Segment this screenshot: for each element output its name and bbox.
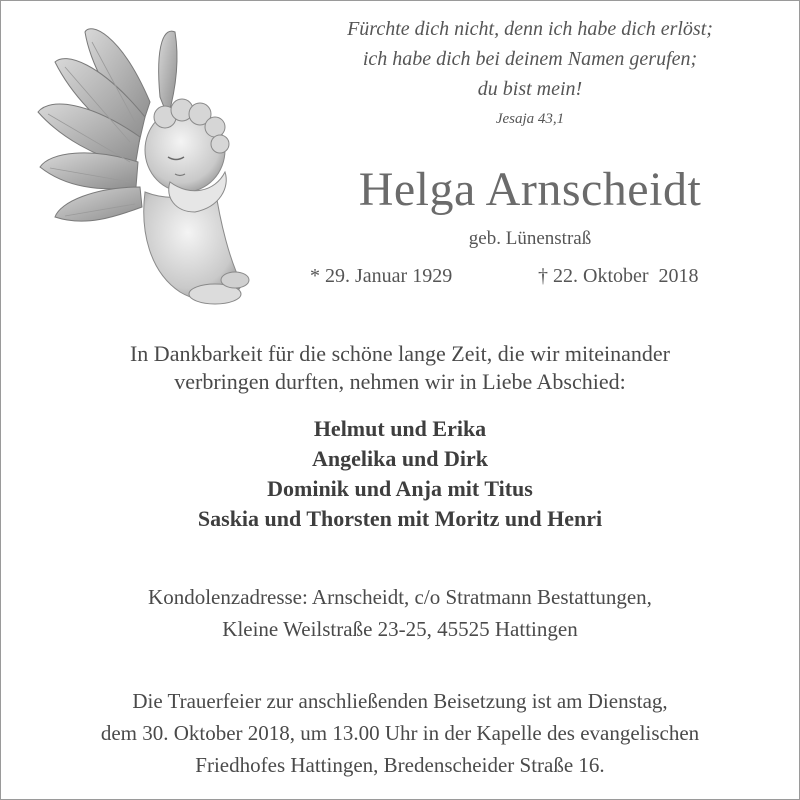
death-date: † 22. Oktober 2018 [538, 265, 699, 287]
birth-date: * 29. Januar 1929 [310, 265, 453, 287]
thanks-line: In Dankbarkeit für die schöne lange Zeit, die wir miteinander [129, 341, 671, 366]
family-member: Saskia und Thorsten mit Moritz und Henri [197, 506, 603, 531]
thanks-message [20, 340, 780, 396]
bible-verse [280, 14, 780, 130]
thanks-line: verbringen durften, nehmen wir in Liebe Abschied: [174, 369, 626, 394]
condolence-line: Kleine Weilstraße 23-25, 45525 Hattingen [222, 617, 578, 641]
verse-reference: Jesaja 43,1 [495, 111, 565, 127]
verse-line: ich habe dich bei deinem Namen gerufen; [362, 48, 698, 70]
family-member: Dominik und Anja mit Titus [267, 476, 533, 501]
verse-line: du bist mein! [477, 78, 583, 100]
funeral-info [20, 685, 780, 781]
funeral-line: Die Trauerfeier zur anschließenden Beisetzung ist am Dienstag, [132, 689, 668, 713]
sleeping-angel-icon [30, 22, 250, 312]
family-list [20, 414, 780, 534]
verse-line: Fürchte dich nicht, denn ich habe dich erlöst; [347, 18, 713, 40]
funeral-line: dem 30. Oktober 2018, um 13.00 Uhr in der Kapelle des evangelischen [100, 721, 700, 745]
condolence-line: Kondolenzadresse: Arnscheidt, c/o Stratmann Bestattungen, [148, 585, 652, 609]
family-member: Angelika und Dirk [311, 446, 489, 471]
condolence-address [20, 581, 780, 645]
funeral-line: Friedhofes Hattingen, Bredenscheider Straße 16. [195, 753, 605, 777]
family-member: Helmut und Erika [313, 416, 487, 441]
deceased-name: Helga Arnscheidt [358, 163, 702, 216]
birth-name: geb. Lünenstraß [468, 228, 592, 249]
